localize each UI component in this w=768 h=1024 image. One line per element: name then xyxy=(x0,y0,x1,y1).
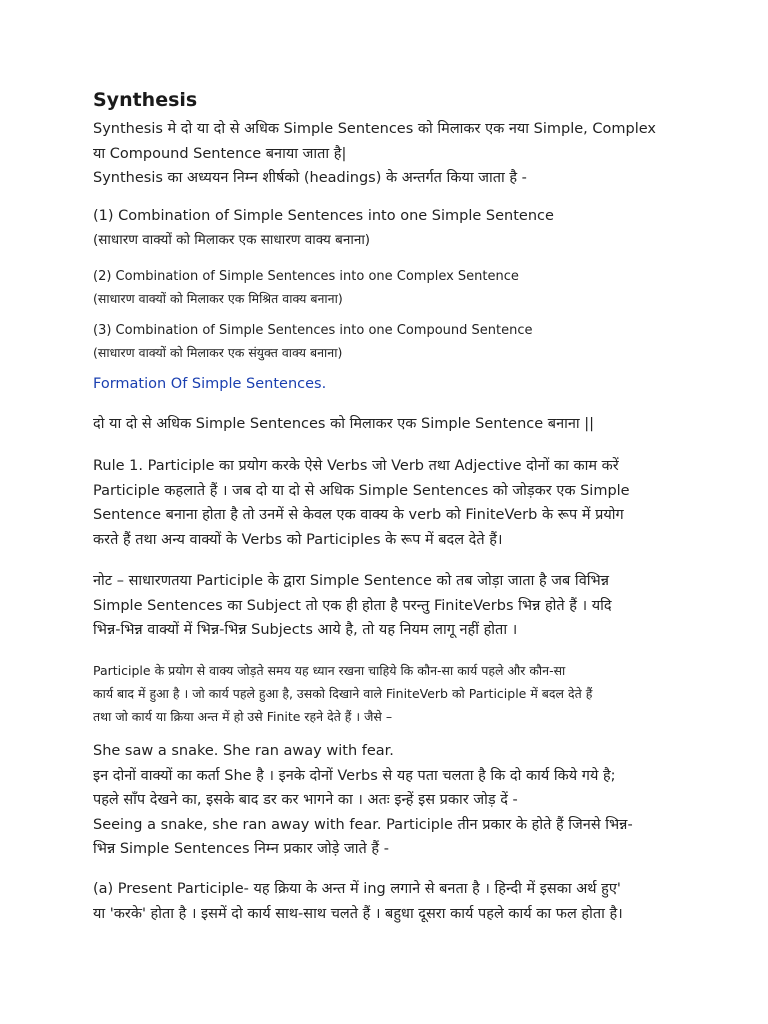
formation-link[interactable]: Formation Of Simple Sentences. xyxy=(93,376,327,392)
rule-1-paragraph xyxy=(93,454,693,552)
heading-english: (1) Combination of Simple Sentences into one Simple Sentence xyxy=(93,208,554,224)
text-line: (a) Present Participle- यह क्रिया के अन्त में ing लगाने से बनता है । हिन्दी में इसका अर्थ हुए' xyxy=(93,881,621,897)
text-line: Simple Sentences का Subject तो एक ही होता है परन्तु FiniteVerbs भिन्न होते हैं । यदि xyxy=(93,597,612,614)
text-line: कार्य बाद में हुआ है । जो कार्य पहले हुआ है, उसको दिखाने वाले FiniteVerb को Participle में बदल देते हैं xyxy=(93,686,593,701)
text-line: Synthesis मे दो या दो से अधिक Simple Sentences को मिलाकर एक नया Simple, Complex xyxy=(93,121,656,137)
intro-paragraph xyxy=(93,117,693,191)
text-line: Participle के प्रयोग से वाक्य जोड़ते समय यह ध्यान रखना चाहिये कि कौन-सा कार्य पहले और कौन-सा xyxy=(93,663,566,678)
text-line: या Compound Sentence बनाया जाता है| xyxy=(93,145,347,162)
example-sentence: She saw a snake. She ran away with fear. xyxy=(93,743,394,759)
text-line: Synthesis का अध्ययन निम्न शीर्षको (headings) के अन्तर्गत किया जाता है - xyxy=(93,170,527,186)
example-paragraph xyxy=(93,739,693,862)
present-participle-paragraph xyxy=(93,877,693,926)
heading-simple xyxy=(93,204,693,251)
text-line: Seeing a snake, she ran away with fear. Participle तीन प्रकार के होते हैं जिनसे भिन्न- xyxy=(93,816,633,833)
heading-hindi: (साधारण वाक्यों को मिलाकर एक साधारण वाक्य बनाना) xyxy=(93,231,371,248)
text-line: या 'करके' होता है । इसमें दो कार्य साथ-साथ चलते हैं । बहुधा दूसरा कार्य पहले कार्य का फल होता है। xyxy=(93,905,623,922)
text-line: नोट – साधारणतया Participle के द्वारा Simple Sentence को तब जोड़ा जाता है जब विभिन्न xyxy=(93,573,609,589)
text-line: भिन्न-भिन्न वाक्यों में भिन्न-भिन्न Subjects आये है, तो यह नियम लागू नहीं होता । xyxy=(93,622,518,638)
text-line: भिन्न Simple Sentences निम्न प्रकार जोड़े जाते हैं - xyxy=(93,841,389,857)
page-title: Synthesis xyxy=(93,89,198,111)
text-line: Sentence बनाना होता है तो उनमें से केवल एक वाक्य के verb को FiniteVerb के रूप में प्रयोग xyxy=(93,507,624,523)
heading-compound xyxy=(93,320,693,364)
text-line: इन दोनों वाक्यों का कर्ता She है । इनके दोनों Verbs से यह पता चलता है कि दो कार्य किये गये है; xyxy=(93,767,616,784)
text-line: Rule 1. Participle का प्रयोग करके ऐसे Verbs जो Verb तथा Adjective दोनों का काम करें xyxy=(93,458,619,474)
heading-complex xyxy=(93,266,693,310)
text-line: करते हैं तथा अन्य वाक्यों के Verbs को Participles के रूप में बदल देते हैं। xyxy=(93,531,503,548)
formation-subtitle: दो या दो से अधिक Simple Sentences को मिलाकर एक Simple Sentence बनाना || xyxy=(93,416,595,432)
heading-english: (2) Combination of Simple Sentences into one Complex Sentence xyxy=(93,269,519,284)
text-line: तथा जो कार्य या क्रिया अन्त में हो उसे Finite रहने देते हैं । जैसे – xyxy=(93,709,393,724)
heading-english: (3) Combination of Simple Sentences into one Compound Sentence xyxy=(93,323,533,338)
heading-hindi: (साधारण वाक्यों को मिलाकर एक संयुक्त वाक्य बनाना) xyxy=(93,345,343,360)
text-line: पहले साँप देखने का, इसके बाद डर कर भागने का । अतः इन्हें इस प्रकार जोड़ दें - xyxy=(93,792,518,808)
note-paragraph xyxy=(93,569,693,643)
heading-hindi: (साधारण वाक्यों को मिलाकर एक मिश्रित वाक्य बनाना) xyxy=(93,291,343,306)
participle-usage-paragraph xyxy=(93,659,693,728)
text-line: Participle कहलाते हैं । जब दो या दो से अधिक Simple Sentences को जोड़कर एक Simple xyxy=(93,482,630,499)
